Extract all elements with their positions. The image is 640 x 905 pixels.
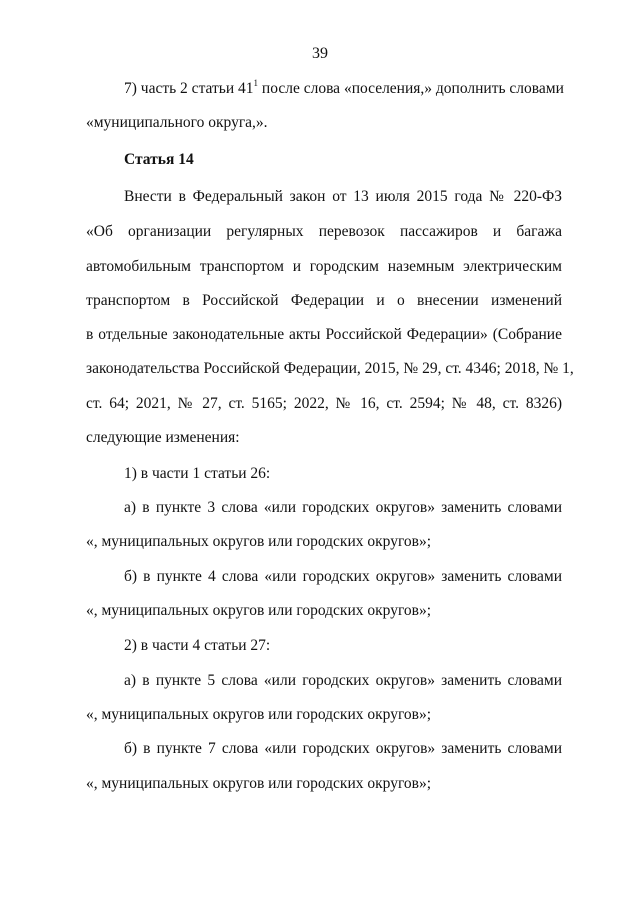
- change-1b-line-2: «, муниципальных округов или городских округов»;: [86, 602, 432, 619]
- change-2a-line-2: «, муниципальных округов или городских округов»;: [86, 706, 432, 723]
- item-7-text-end: после слова «поселения,» дополнить словами: [258, 80, 564, 97]
- change-2b-line-2: «, муниципальных округов или городских округов»;: [86, 775, 432, 792]
- article-intro-line: законодательства Российской Федерации, 2015, № 29, ст. 4346; 2018, № 1,: [86, 360, 574, 377]
- change-1a-line-1: а) в пункте 3 слова «или городских округов» заменить словами: [124, 499, 562, 516]
- change-1b-line-1: б) в пункте 4 слова «или городских округов» заменить словами: [124, 568, 562, 585]
- change-1a-line-2: «, муниципальных округов или городских округов»;: [86, 533, 432, 550]
- article-intro-line: автомобильным транспортом и городским наземным электрическим: [86, 258, 562, 275]
- article-intro-line: следующие изменения:: [86, 429, 240, 446]
- change-2-title: 2) в части 4 статьи 27:: [124, 637, 271, 654]
- article-intro-line: в отдельные законодательные акты Российской Федерации» (Собрание: [86, 326, 562, 343]
- item-7-superscript: 1: [253, 78, 259, 88]
- change-2b-line-1: б) в пункте 7 слова «или городских округов» заменить словами: [124, 740, 562, 757]
- change-2a-line-1: а) в пункте 5 слова «или городских округов» заменить словами: [124, 672, 562, 689]
- item-7-line-2: «муниципального округа,».: [86, 114, 268, 131]
- article-intro-line: транспортом в Российской Федерации и о внесении изменений: [86, 292, 562, 309]
- article-intro-line: «Об организации регулярных перевозок пассажиров и багажа: [86, 223, 562, 240]
- item-7-text-start: 7) часть 2 статьи 41: [124, 80, 254, 97]
- page-number: 39: [312, 45, 328, 62]
- article-intro-line: Внести в Федеральный закон от 13 июля 2015 года № 220-ФЗ: [124, 188, 562, 205]
- item-7-line-1: [124, 79, 562, 99]
- article-intro-line: ст. 64; 2021, № 27, ст. 5165; 2022, № 16, ст. 2594; № 48, ст. 8326): [86, 395, 562, 412]
- change-1-title: 1) в части 1 статьи 26:: [124, 465, 271, 482]
- article-heading: Статья 14: [124, 151, 194, 168]
